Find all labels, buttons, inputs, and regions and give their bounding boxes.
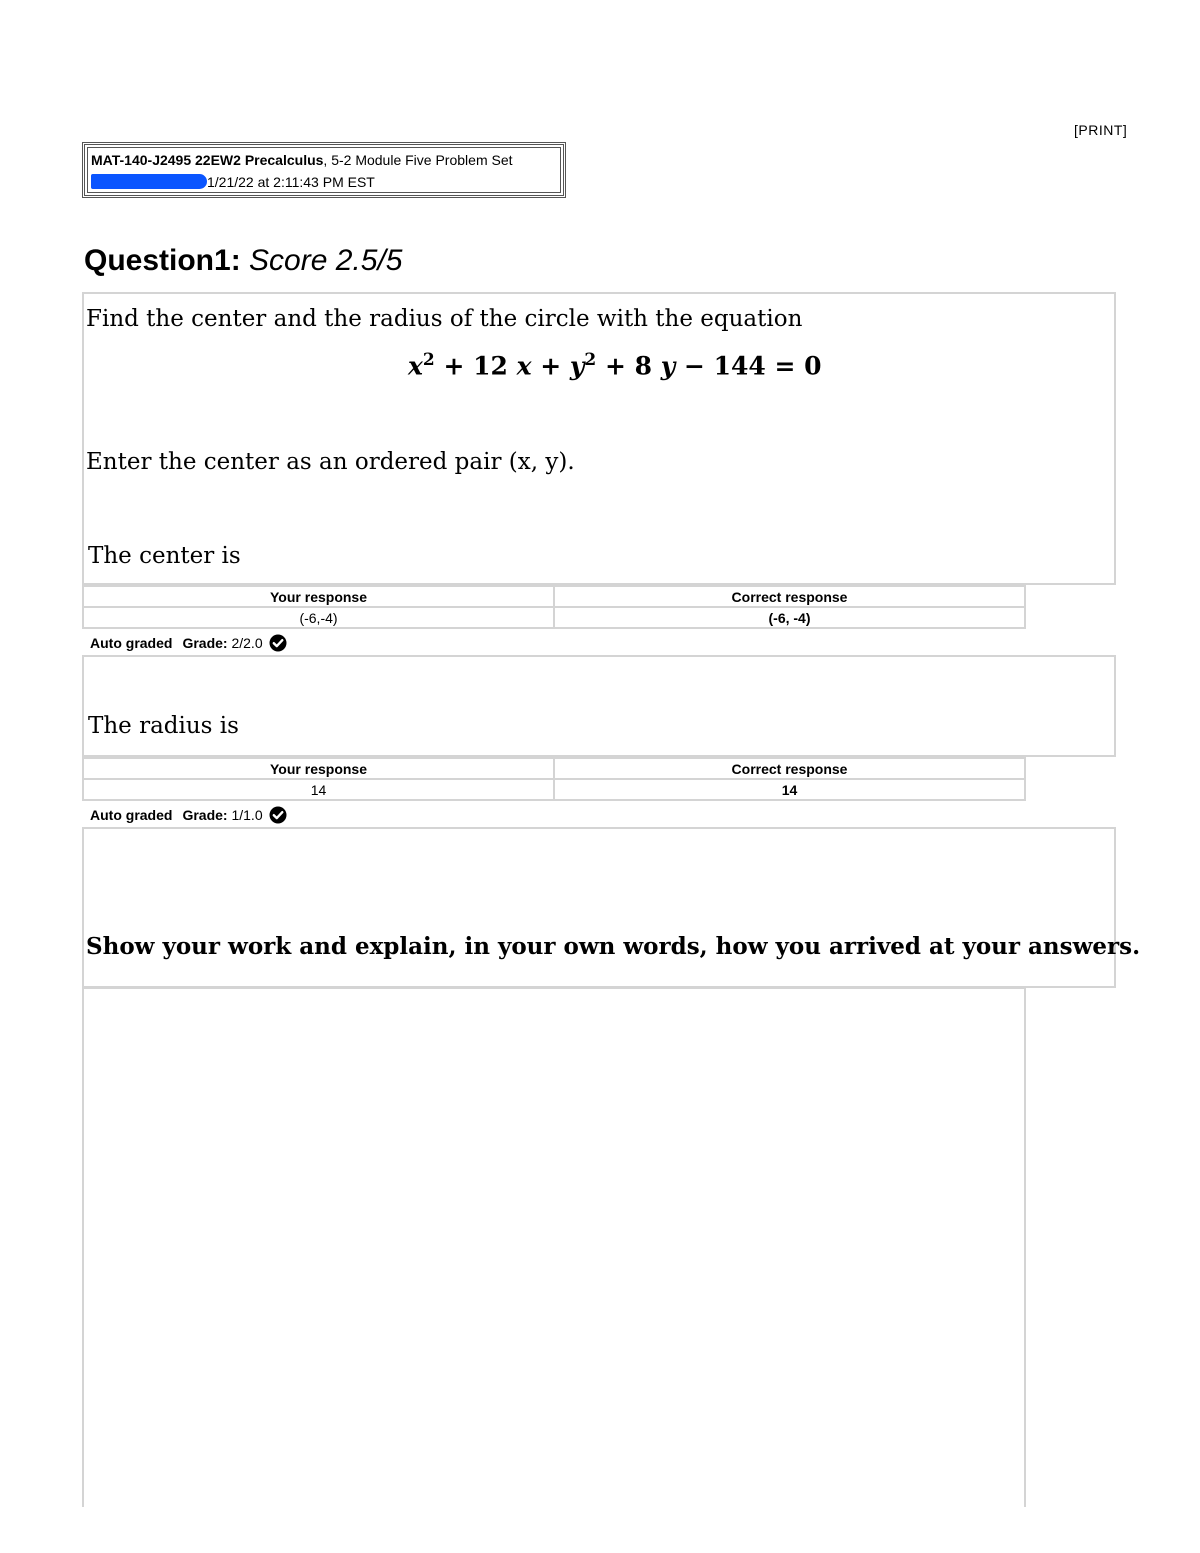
correct-radius-value: 14 bbox=[554, 779, 1025, 800]
radius-prompt-panel bbox=[82, 655, 1116, 757]
grade-value: 1/1.0 bbox=[231, 807, 263, 823]
question-prompt-panel bbox=[82, 292, 1116, 585]
assignment-name: , 5-2 Module Five Problem Set bbox=[323, 152, 513, 168]
question-title bbox=[84, 244, 402, 278]
work-response-area[interactable] bbox=[82, 987, 1026, 1507]
check-circle-icon bbox=[269, 806, 287, 824]
question-prompt: Find the center and the radius of the circle with the equation bbox=[86, 306, 803, 332]
grade-label: Grade: bbox=[182, 807, 228, 823]
course-name: MAT-140-J2495 22EW2 Precalculus bbox=[91, 152, 324, 168]
radius-response-table bbox=[82, 757, 1026, 801]
correct-response-header: Correct response bbox=[554, 758, 1025, 779]
header-date-line bbox=[91, 171, 375, 193]
grade-label: Grade: bbox=[182, 635, 228, 651]
grade-value: 2/2.0 bbox=[231, 635, 263, 651]
radius-grade bbox=[90, 806, 287, 824]
print-link[interactable]: [PRINT] bbox=[1074, 122, 1128, 138]
correct-response-header: Correct response bbox=[554, 586, 1025, 607]
center-grade bbox=[90, 634, 287, 652]
work-prompt: Show your work and explain, in your own words, how you arrived at your answers. bbox=[86, 933, 1141, 960]
center-instruction: Enter the center as an ordered pair (x, y). bbox=[86, 449, 575, 475]
radius-prompt: The radius is bbox=[88, 713, 239, 739]
your-response-header: Your response bbox=[83, 586, 554, 607]
work-prompt-panel bbox=[82, 827, 1141, 988]
question-score: Score 2.5/5 bbox=[249, 244, 403, 277]
your-center-value: (-6,-4) bbox=[83, 607, 554, 628]
check-circle-icon bbox=[269, 634, 287, 652]
auto-graded-label: Auto graded bbox=[90, 807, 173, 823]
center-response-table bbox=[82, 585, 1026, 629]
circle-equation: $x^2 + 12$ $x + y^2 + 8$ y − 144 = 0 bbox=[408, 350, 822, 381]
header-course-line bbox=[91, 149, 513, 171]
your-radius-value: 14 bbox=[83, 779, 554, 800]
redacted-name bbox=[91, 174, 207, 189]
your-response-header: Your response bbox=[83, 758, 554, 779]
assignment-header bbox=[82, 142, 566, 198]
correct-center-value: (-6, -4) bbox=[554, 607, 1025, 628]
submission-date: 1/21/22 at 2:11:43 PM EST bbox=[207, 174, 375, 190]
question-label: Question1: bbox=[84, 244, 241, 277]
auto-graded-label: Auto graded bbox=[90, 635, 173, 651]
center-prompt: The center is bbox=[88, 543, 241, 569]
